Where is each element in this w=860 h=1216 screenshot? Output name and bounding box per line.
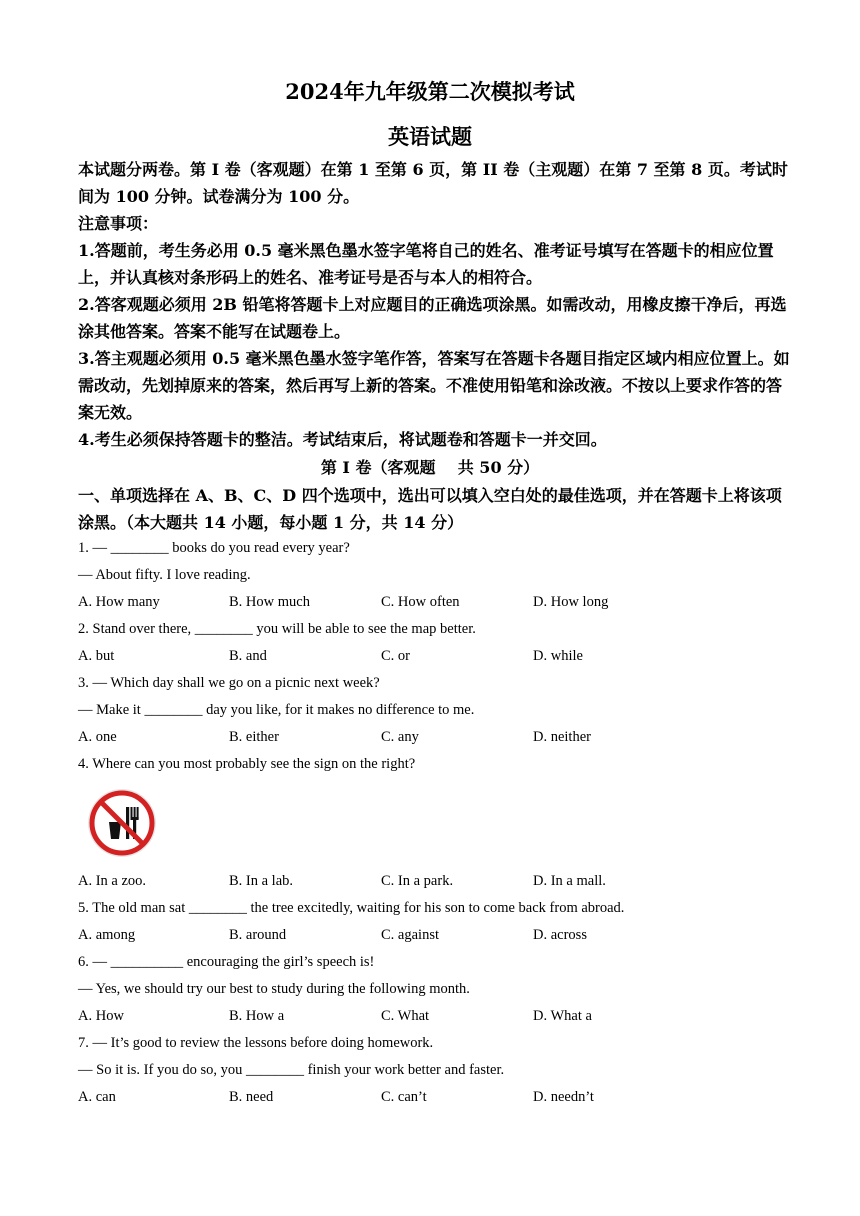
question-7-reply: — So it is. If you do so, you ________ finish your work better and faster. bbox=[78, 1062, 505, 1078]
option-b: B. either bbox=[229, 729, 279, 745]
question-6-options bbox=[78, 1003, 790, 1030]
option-d: D. while bbox=[533, 648, 583, 664]
question-2-stem: 2. Stand over there, ________ you will be able to see the map better. bbox=[78, 621, 476, 637]
question-6-reply: — Yes, we should try our best to study during the following month. bbox=[78, 981, 470, 997]
option-d: D. In a mall. bbox=[533, 873, 606, 889]
part-heading: 一、单项选择在 A、B、C、D 四个选项中，选出可以填入空白处的最佳选项，并在答题卡上将该项涂黑。（本大题共 14 小题，每小题 1 分，共 14 分） bbox=[78, 486, 782, 532]
question-1-reply: — About fifty. I love reading. bbox=[78, 567, 251, 583]
notice-item-1: 1.答题前，考生务必用 0.5 毫米黑色墨水签字笔将自己的姓名、准考证号填写在答题卡的相应位置上，并认真核对条形码上的姓名、准考证号是否与本人的相符合。 bbox=[78, 241, 774, 287]
option-c: C. can’t bbox=[381, 1089, 427, 1105]
notice-item-4: 4.考生必须保持答题卡的整洁。考试结束后，将试题卷和答题卡一并交回。 bbox=[78, 430, 607, 449]
option-c: C. any bbox=[381, 729, 419, 745]
option-d: D. What a bbox=[533, 1008, 592, 1024]
notice-item-2: 2.答客观题必须用 2B 铅笔将答题卡上对应题目的正确选项涂黑。如需改动，用橡皮擦干净后，再选涂其他答案。答案不能写在试题卷上。 bbox=[78, 295, 787, 341]
question-1-options bbox=[78, 589, 790, 616]
option-a: A. one bbox=[78, 729, 117, 745]
notice-item-3: 3.答主观题必须用 0.5 毫米黑色墨水签字笔作答，答案写在答题卡各题目指定区域内相应位置上。如需改动，先划掉原来的答案，然后再写上新的答案。不准使用铅笔和涂改液。不按以上要求作答的答案无效。 bbox=[78, 349, 790, 422]
question-2-options bbox=[78, 643, 790, 670]
question-6-stem: 6. — __________ encouraging the girl’s speech is! bbox=[78, 954, 375, 970]
exam-subject-title: 英语试题 bbox=[388, 124, 472, 149]
option-b: B. and bbox=[229, 648, 267, 664]
option-d: D. needn’t bbox=[533, 1089, 594, 1105]
option-d: D. How long bbox=[533, 594, 609, 610]
option-d: D. neither bbox=[533, 729, 591, 745]
option-c: C. In a park. bbox=[381, 873, 454, 889]
option-c: C. against bbox=[381, 927, 439, 943]
exam-title: 2024年九年级第二次模拟考试 bbox=[285, 79, 575, 104]
option-c: C. or bbox=[381, 648, 410, 664]
intro-paragraph: 本试题分两卷。第 I 卷（客观题）在第 1 至第 6 页，第 II 卷（主观题）在第 7 至第 8 页。考试时间为 100 分钟。试卷满分为 100 分。 bbox=[78, 160, 788, 206]
question-7-stem: 7. — It’s good to review the lessons before doing homework. bbox=[78, 1035, 434, 1051]
option-b: B. need bbox=[229, 1089, 274, 1105]
option-a: A. In a zoo. bbox=[78, 873, 147, 889]
option-a: A. among bbox=[78, 927, 136, 943]
option-b: B. In a lab. bbox=[229, 873, 294, 889]
question-3-reply: — Make it ________ day you like, for it makes no difference to me. bbox=[78, 702, 475, 718]
notice-heading: 注意事项： bbox=[78, 214, 159, 233]
no-food-or-drink-sign-icon bbox=[84, 787, 160, 859]
question-4-stem: 4. Where can you most probably see the sign on the right? bbox=[78, 756, 416, 772]
option-a: A. but bbox=[78, 648, 115, 664]
option-a: A. How bbox=[78, 1008, 124, 1024]
option-a: A. can bbox=[78, 1089, 116, 1105]
option-d: D. across bbox=[533, 927, 587, 943]
option-b: B. around bbox=[229, 927, 287, 943]
section-heading: 第 I 卷（客观题 共 50 分） bbox=[320, 458, 540, 477]
option-b: B. How a bbox=[229, 1008, 285, 1024]
question-1-stem: 1. — ________ books do you read every year? bbox=[78, 540, 350, 556]
option-a: A. How many bbox=[78, 594, 160, 610]
question-5-stem: 5. The old man sat ________ the tree excitedly, waiting for his son to come back from abroad. bbox=[78, 900, 625, 916]
question-3-stem: 3. — Which day shall we go on a picnic next week? bbox=[78, 675, 380, 691]
question-7-options bbox=[78, 1084, 790, 1111]
question-4-options bbox=[78, 868, 790, 895]
question-3-options bbox=[78, 724, 790, 751]
option-b: B. How much bbox=[229, 594, 310, 610]
question-5-options bbox=[78, 922, 790, 949]
exam-instructions bbox=[78, 156, 790, 453]
option-c: C. What bbox=[381, 1008, 430, 1024]
option-c: C. How often bbox=[381, 594, 460, 610]
